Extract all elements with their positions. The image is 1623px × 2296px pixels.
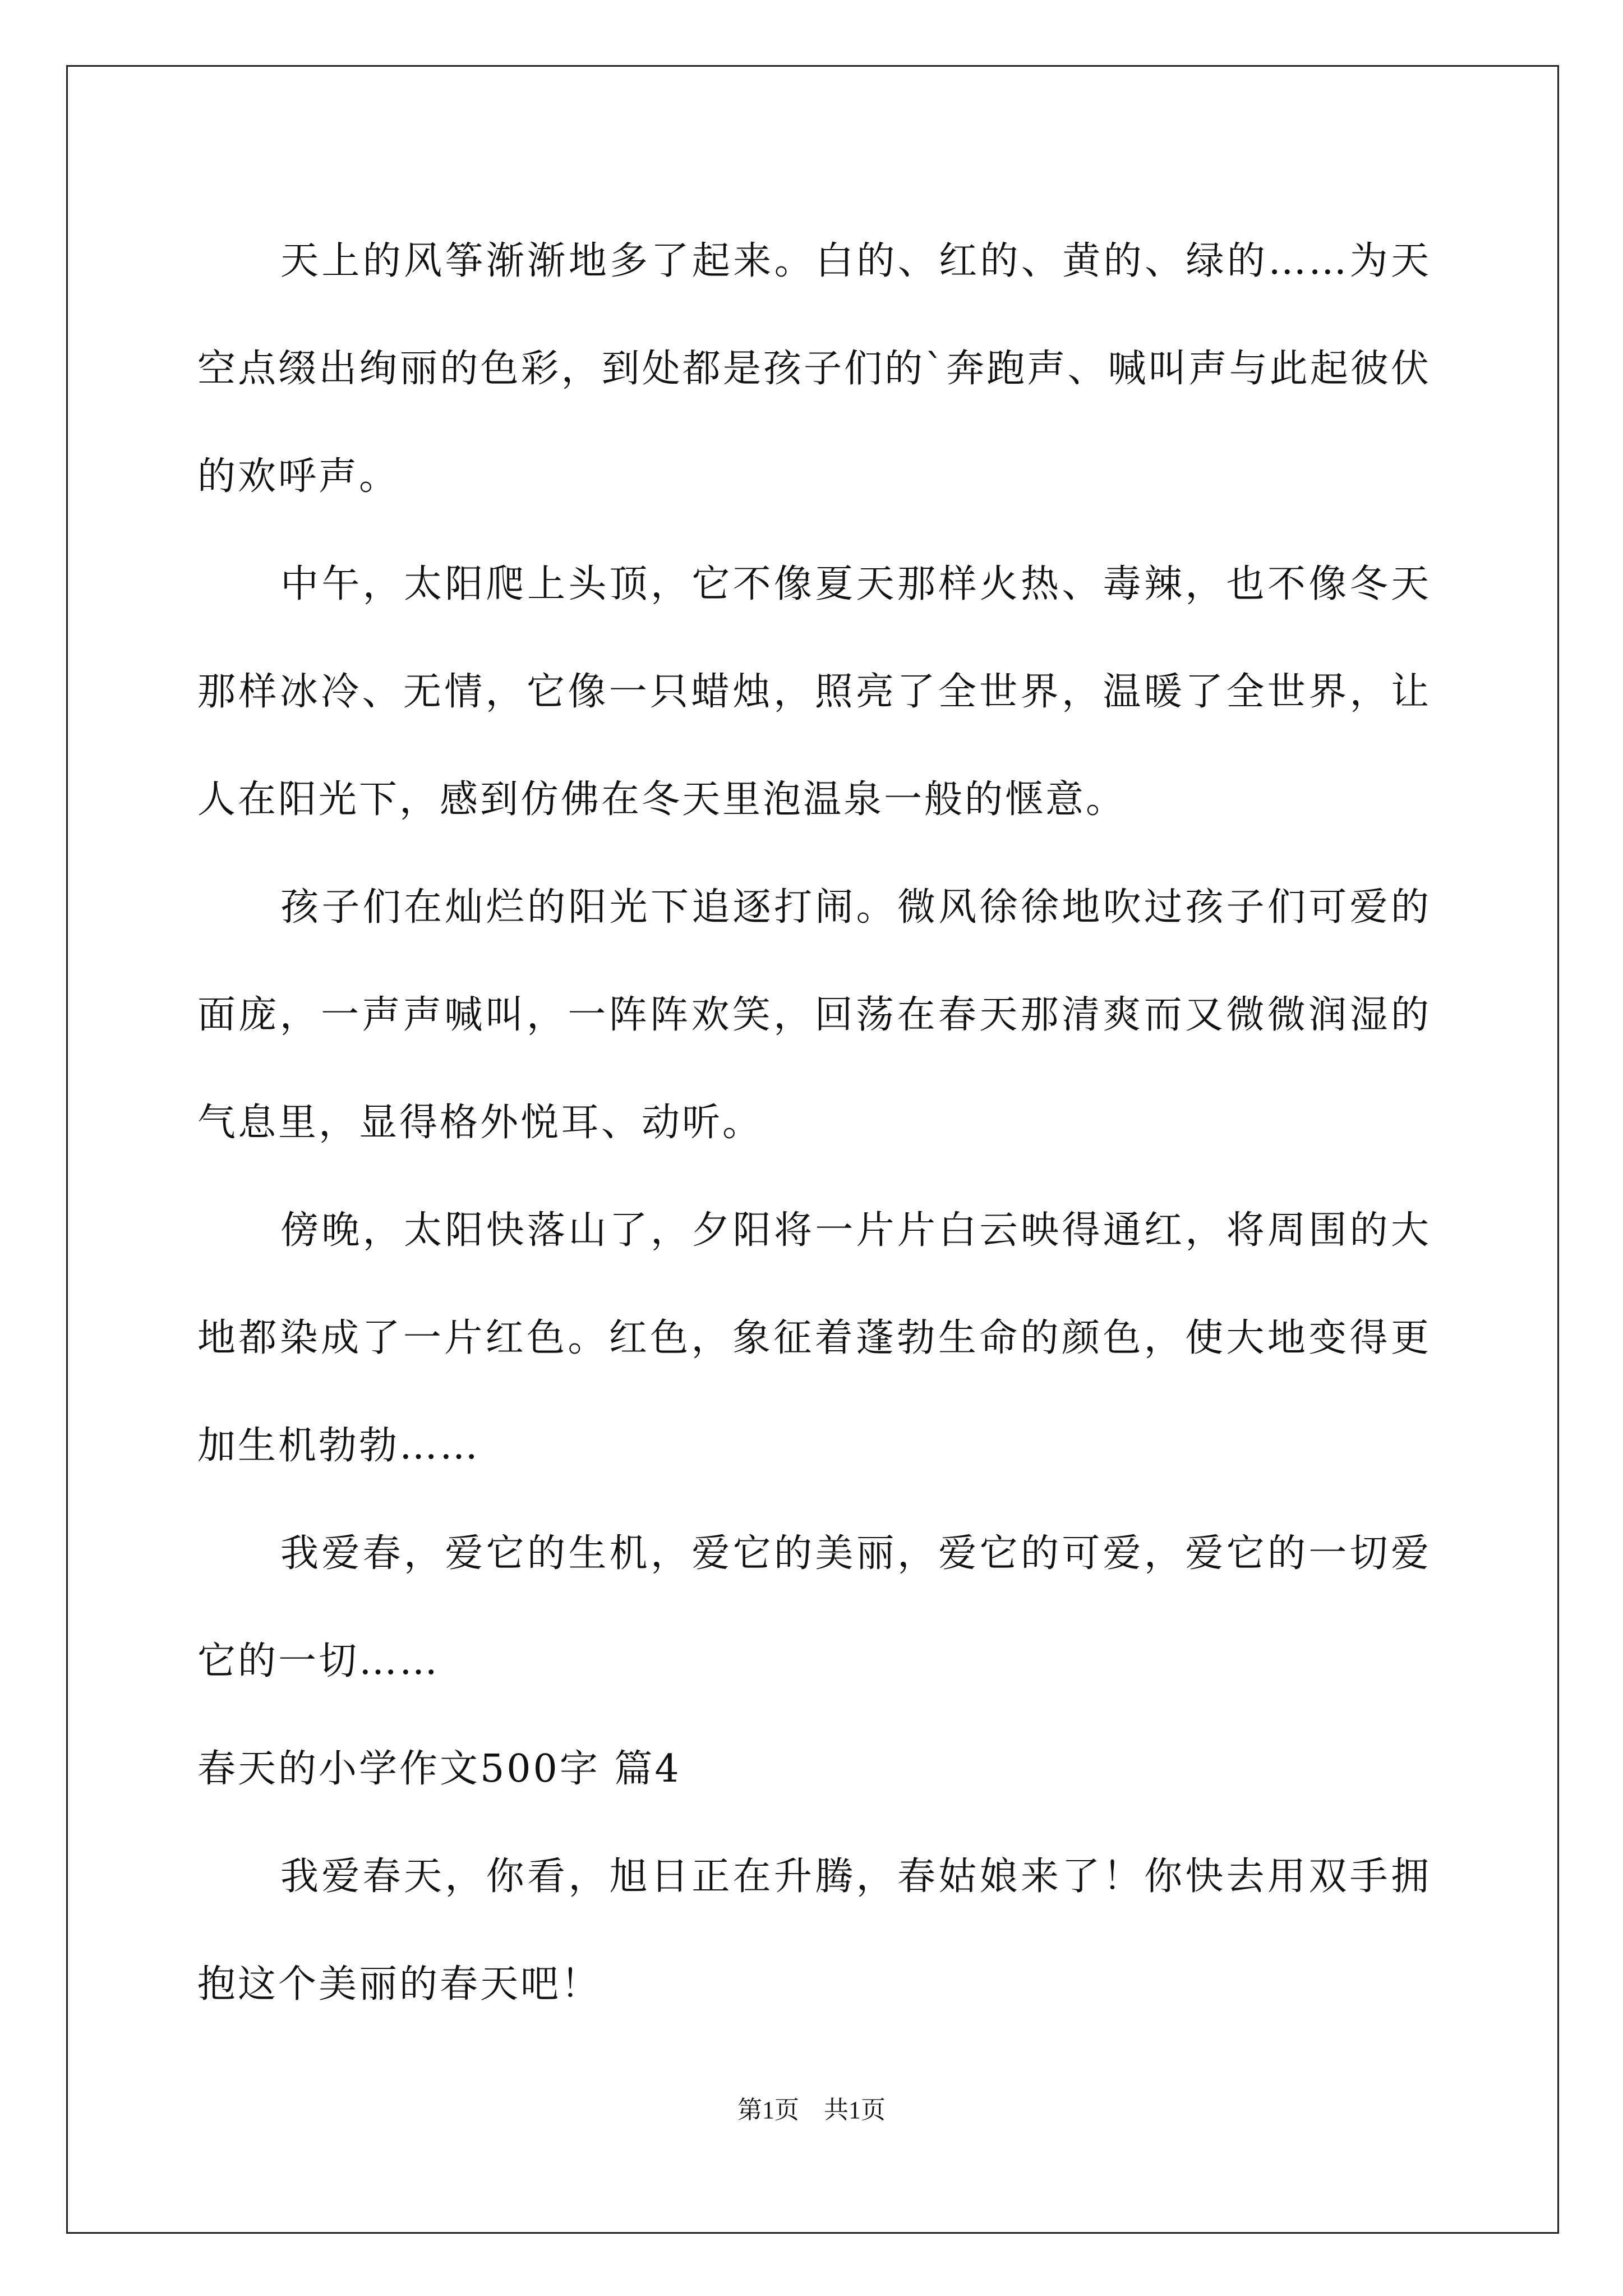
paragraph-noon: 中午，太阳爬上头顶，它不像夏天那样火热、毒辣，也不像冬天那样冰冷、无情，它像一只蜡烛，照亮了全世界，温暖了全世界，让人在阳光下，感到仿佛在冬天里泡温泉一般的惬意。 xyxy=(197,562,1431,822)
paragraph-evening: 傍晚，太阳快落山了，夕阳将一片片白云映得通红，将周围的大地都染成了一片红色。红色，象征着蓬勃生命的颜色，使大地变得更加生机勃勃…… xyxy=(197,1208,1431,1468)
paragraph-love-spring: 我爱春，爱它的生机，爱它的美丽，爱它的可爱，爱它的一切爱它的一切…… xyxy=(197,1531,1431,1683)
page-footer: 第1页 共1页 xyxy=(737,2096,886,2124)
paragraph-embrace: 我爱春天，你看，旭日正在升腾，春姑娘来了！你快去用双手拥抱这个美丽的春天吧！ xyxy=(197,1855,1431,2007)
paragraph-children: 孩子们在灿烂的阳光下追逐打闹。微风徐徐地吹过孩子们可爱的面庞，一声声喊叫，一阵阵欢笑，回荡在春天那清爽而又微微润湿的气息里，显得格外悦耳、动听。 xyxy=(197,885,1431,1145)
paragraph-kites: 天上的风筝渐渐地多了起来。白的、红的、黄的、绿的……为天空点缀出绚丽的色彩，到处都是孩子们的`奔跑声、喊叫声与此起彼伏的欢呼声。 xyxy=(197,239,1431,499)
document-body xyxy=(197,208,1431,2039)
section-title: 春天的小学作文500字 篇4 xyxy=(197,1747,681,1791)
